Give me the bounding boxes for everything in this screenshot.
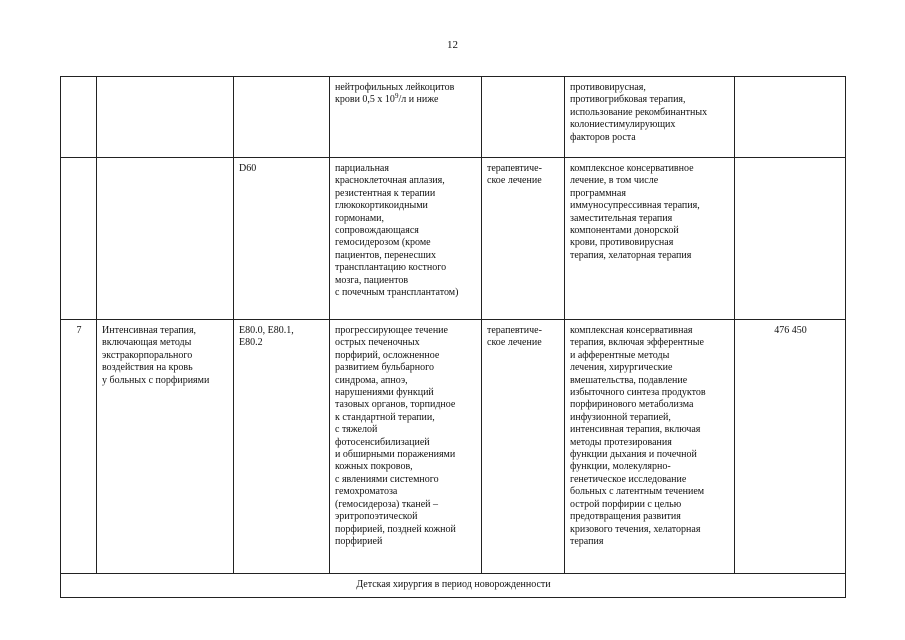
cell-cost-norm (735, 158, 846, 320)
cell-cost-norm (735, 77, 846, 158)
cell-cost-norm: 476 450 (735, 320, 846, 574)
cell-care-name (97, 77, 234, 158)
cell-treatment-type (482, 77, 565, 158)
cell-icd-codes: E80.0, E80.1, E80.2 (234, 320, 330, 574)
cell-treatment-method: комплексное консервативное лечение, в том числе программная иммуносупрессивная терапия, заместительная терапия компонентами донорской крови, противовирусная терапия, хелаторная терапия (565, 158, 735, 320)
cell-treatment-method: комплексная консервативная терапия, включая эфферентные и афферентные методы лечения, хирургические вмешательства, подавление избыточного синтеза продуктов порфиринового метаболизма инфузионной терапией, интенсивная терапия, включая методы протезирования функции дыхания и почечной функции, молекулярно- генетическое исследование больных с латентным течением острой порфирии с целью предотвращения развития кризового течения, хелаторная терапия (565, 320, 735, 574)
table-row (61, 158, 846, 320)
cell-patient-model: прогрессирующее течение острых печеночных порфирий, осложненное развитием бульбарного синдрома, апноэ, нарушениями функций тазовых органов, торпидное к стандартной терапии, с тяжелой фотосенсибилизацией и обширными поражениями кожных покровов, с явлениями системного гемохроматоза (гемосидероза) тканей – эритропоэтической порфирией, поздней кожной порфирией (330, 320, 482, 574)
cell-treatment-type: терапевтиче- ское лечение (482, 158, 565, 320)
cell-treatment-method: противовирусная, противогрибковая терапия, использование рекомбинантных колониестимулирующих факторов роста (565, 77, 735, 158)
cell-icd-codes: D60 (234, 158, 330, 320)
cell-number: 7 (61, 320, 97, 574)
cell-number (61, 158, 97, 320)
cell-patient-model: нейтрофильных лейкоцитов крови 0,5 х $10^9/л$ и ниже (330, 77, 482, 158)
page-number: 12 (447, 39, 458, 51)
cell-treatment-type: терапевтиче- ское лечение (482, 320, 565, 574)
section-header-row (61, 574, 846, 598)
cell-patient-model: парциальная красноклеточная аплазия, резистентная к терапии глюкокортикоидными гормонами, сопровождающаяся гемосидерозом (кроме пациентов, перенесших трансплантацию костного мозга, пациентов с почечным трансплантатом) (330, 158, 482, 320)
medical-care-table (60, 76, 846, 598)
cell-number (61, 77, 97, 158)
cell-care-name (97, 158, 234, 320)
cell-icd-codes (234, 77, 330, 158)
table-row (61, 77, 846, 158)
table-row (61, 320, 846, 574)
cell-care-name: Интенсивная терапия, включающая методы экстракорпорального воздействия на кровь у больных с порфириями (97, 320, 234, 574)
section-title: Детская хирургия в период новорожденности (61, 574, 846, 598)
